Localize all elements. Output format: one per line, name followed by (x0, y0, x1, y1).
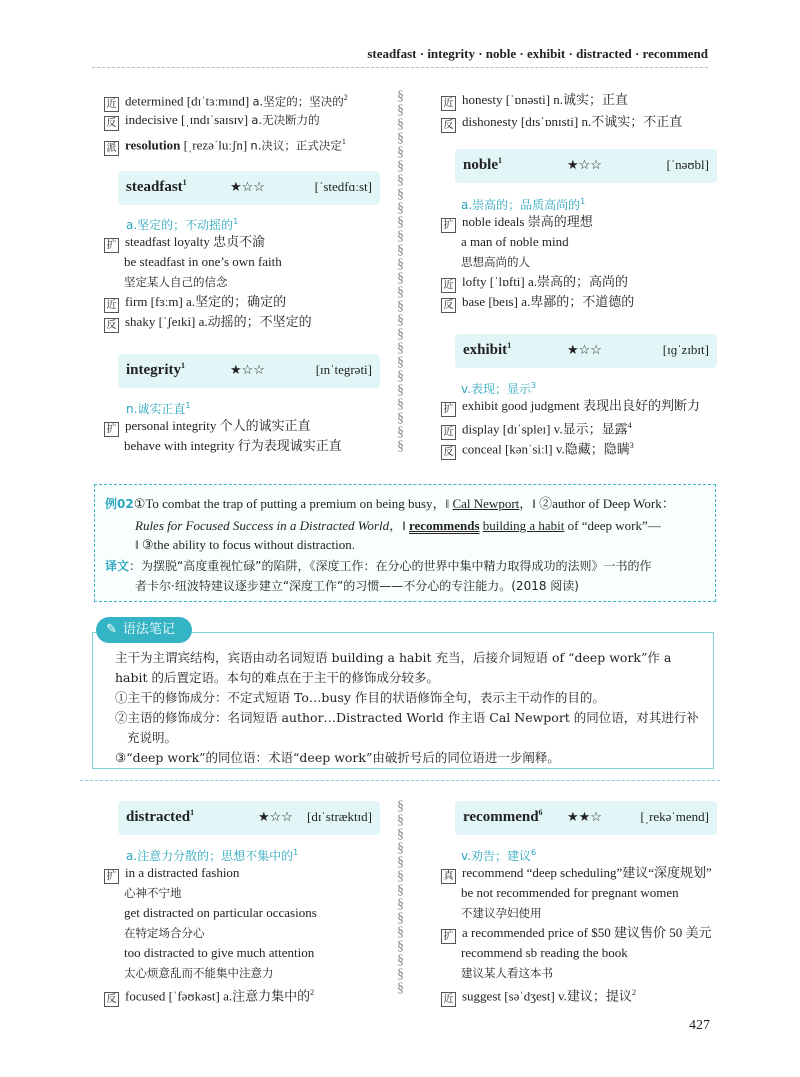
translation-label: 译文 (105, 559, 130, 573)
tag-icon: 派 (104, 141, 119, 156)
entry-row: 扩 a recommended price of $50 建议售价 50 美元 (441, 923, 731, 943)
phonetic: [ˌɪndɪˈsaɪsɪv] (180, 112, 249, 127)
tag-icon: 扩 (441, 218, 456, 233)
headword: steadfast$^1$ (126, 178, 187, 195)
grammar-line: 主干为主谓宾结构，宾语由动名词短语 building a habit 充当，后接介词短语 of “deep work”作 a (115, 650, 672, 665)
tag-icon: 扩 (104, 869, 119, 884)
grammar-line: ③“deep work”的同位语：术语“deep work”由破折号后的同位语进一步阐释。 (115, 750, 560, 765)
word: determined (125, 93, 184, 109)
entry-row: 反 base [beɪs] a.卑鄙的；不道德的 (441, 292, 731, 312)
entry-row: 坚定某人自己的信念 (124, 275, 228, 289)
grammar-line: ①主干的修饰成分：不定式短语 To…busy 作目的状语修饰全句，表示主干动作的目的。 (115, 690, 605, 705)
entry-row: 近 honesty [ˈɒnəsti] n.诚实；正直 (441, 90, 731, 112)
entry-row: 扩 personal integrity 个人的诚实正直 (104, 416, 384, 436)
tag-icon: 近 (104, 97, 119, 112)
headword: distracted$^1$ (126, 808, 195, 825)
phonetic: [dɪˈstræktɪd] (307, 809, 372, 824)
tag-icon: 近 (441, 96, 456, 111)
grammar-line: 充说明。 (127, 730, 178, 745)
phonetic: [ˌrekəˈmend] (640, 809, 709, 824)
tag-icon: 近 (441, 278, 456, 293)
entry-row: 近 lofty [ˈlɒfti] a.崇高的；高尚的 (441, 272, 731, 292)
entry-row: 思想高尚的人 (461, 255, 530, 269)
entry-row: 近 firm [fɜːm] a.坚定的；确定的 (104, 292, 384, 312)
word-header-noble (455, 149, 717, 183)
running-header: steadfast · integrity · noble · exhibit · distracted · recommend (367, 46, 708, 61)
column-divider: § § § § § § § § § § § § § § (397, 800, 404, 996)
entry-row: behave with integrity 行为表现诚实正直 (124, 438, 342, 453)
headword: noble$^1$ (463, 156, 503, 173)
entry-row: 反 dishonesty [dɪsˈɒnɪsti] n.不诚实；不正直 (441, 112, 731, 134)
tag-icon: 扩 (441, 929, 456, 944)
phonetic: [ˌrezəˈluːʃn] (183, 137, 248, 153)
section-separator (80, 780, 720, 781)
entry-row: 反 focused [ˈfəʊkəst] a.注意力集中的$^2$ (104, 983, 394, 1003)
entry-row: 扩 in a distracted fashion (104, 863, 394, 883)
star-rating: ★☆☆ (230, 362, 265, 377)
meaning: a.注意力分散的；思想不集中的$^1$ (126, 848, 299, 863)
tag-icon: 扩 (441, 402, 456, 417)
headword: exhibit$^1$ (463, 341, 512, 358)
meaning: v.劝告；建议$^6$ (461, 848, 537, 863)
distracted-entries (104, 843, 394, 1006)
entry-row: 太心烦意乱而不能集中注意力 (124, 966, 274, 980)
tag-icon: 扩 (104, 422, 119, 437)
star-rating: ★☆☆ (258, 809, 293, 824)
grammar-line: ②主语的修饰成分：名词短语 author…Distracted World 作主语 Cal Newport 的同位语，对其进行补 (115, 710, 699, 725)
frequency: 1 (341, 137, 346, 146)
entry-row: 扩 exhibit good judgment 表现出良好的判断力 (441, 396, 731, 416)
page-number: 427 (689, 1018, 710, 1033)
noble-entries (441, 192, 731, 312)
tag-icon: 近 (104, 298, 119, 313)
entry-row: recommend sb reading the book (461, 945, 628, 960)
exhibit-entries (441, 376, 731, 459)
tag-icon: 近 (441, 425, 456, 440)
grammar-line: habit 的后置定语。本句的难点在于主干的修饰成分较多。 (115, 670, 440, 685)
phonetic: [ˈstedfɑːst] (314, 179, 372, 194)
entry-row: get distracted on particular occasions (124, 905, 317, 920)
entry-row: 近 display [dɪˈspleɪ] v.显示；显露$^4$ (441, 416, 731, 436)
column-divider: § § § § § § § § § § § § § § § § § § § § § § § § § § (397, 90, 404, 454)
tag-icon: 反 (104, 116, 119, 131)
meaning: v.表现；显示$^3$ (461, 381, 537, 396)
gloss: a.无决断力的 (251, 113, 320, 127)
entry-row: 不建议孕妇使用 (461, 906, 542, 920)
entry-row (104, 110, 384, 132)
entry-row: 真 recommend “deep scheduling”建议“深度规划” (441, 863, 731, 883)
grammar-notes-title: ✎ 语法笔记 (96, 617, 192, 643)
phonetic: [dɪˈtɜːmɪnd] (186, 93, 250, 109)
right-column-top (441, 90, 731, 134)
tag-icon: 扩 (104, 238, 119, 253)
tag-icon: 反 (104, 318, 119, 333)
frequency: 2 (343, 93, 348, 102)
tag-icon: 反 (441, 445, 456, 460)
meaning: a.坚定的；不动摇的$^1$ (126, 217, 239, 232)
tag-icon: 反 (441, 298, 456, 313)
entry-row: 反 conceal [kənˈsiːl] v.隐藏；隐瞒$^3$ (441, 436, 731, 456)
star-rating: ★★☆ (567, 809, 602, 824)
steadfast-entries (104, 212, 384, 332)
word-header-exhibit (455, 334, 717, 368)
tag-icon: 反 (104, 992, 119, 1007)
headword: integrity$^1$ (126, 361, 185, 378)
translation-line-2: 者卡尔·纽波特建议逐步建立“深度工作”的习惯——不分心的专注能力。(2018 阅读) (135, 579, 579, 593)
meaning: a.崇高的；品质高尚的$^1$ (461, 197, 586, 212)
example-label: 例02 (105, 497, 134, 511)
example-line-1: 例02①To combat the trap of putting a premium on being busy，‖ Cal Newport，‖ ②author of Deep Work： (105, 496, 675, 511)
word: resolution (125, 137, 181, 153)
phonetic: [ɪnˈtegrəti] (315, 362, 372, 377)
entry-row (104, 88, 384, 110)
entry-row: be steadfast in one’s own faith (124, 254, 282, 269)
entry-row: 在特定场合分心 (124, 926, 205, 940)
word-header-distracted (118, 801, 380, 835)
entry-row: 扩 noble ideals 崇高的理想 (441, 212, 731, 232)
star-rating: ★☆☆ (567, 157, 602, 172)
entry-row: 建议某人看这本书 (461, 966, 553, 980)
entry-row: a man of noble mind (461, 234, 569, 249)
entry-row: 扩 steadfast loyalty 忠贞不渝 (104, 232, 384, 252)
gloss: n.决议；正式决定 (250, 138, 342, 153)
example-line-3: ‖ ③the ability to focus without distraction. (135, 537, 356, 552)
word-header-steadfast (118, 171, 380, 205)
gloss: a.坚定的；坚决的 (252, 94, 344, 109)
headword: recommend$^6$ (463, 808, 543, 825)
left-column-top (104, 88, 384, 154)
entry-row: 心神不宁地 (124, 886, 182, 900)
example-box (94, 484, 716, 602)
header-rule (92, 67, 708, 68)
tag-icon: 真 (441, 869, 456, 884)
translation-line-1: 译文：为摆脱“高度重视忙碌”的陷阱，《深度工作：在分心的世界中集中精力取得成功的法则》一书的作 (105, 559, 652, 573)
word-header-integrity (118, 354, 380, 388)
phonetic: [ɪɡˈzɪbɪt] (662, 342, 709, 357)
tag-icon: 近 (441, 992, 456, 1007)
word: indecisive (125, 112, 178, 127)
entry-row: 反 shaky [ˈʃeɪki] a.动摇的；不坚定的 (104, 312, 384, 332)
integrity-entries (104, 396, 384, 456)
star-rating: ★☆☆ (230, 179, 265, 194)
entry-row: 近 suggest [səˈdʒest] v.建议；提议$^2$ (441, 983, 731, 1003)
tag-icon: 反 (441, 118, 456, 133)
entry-row: be not recommended for pregnant women (461, 885, 679, 900)
star-rating: ★☆☆ (567, 342, 602, 357)
entry-row (104, 132, 384, 154)
example-line-2: Rules for Focused Success in a Distracted World，‖ recommends building a habit of “deep work”— (135, 518, 661, 533)
pen-icon: ✎ (106, 622, 117, 637)
recommend-entries (441, 843, 731, 1006)
phonetic: [ˈnəʊbl] (666, 157, 709, 172)
entry-row: too distracted to give much attention (124, 945, 315, 960)
word-header-recommend (455, 801, 717, 835)
meaning: n.诚实正直$^1$ (126, 401, 191, 416)
